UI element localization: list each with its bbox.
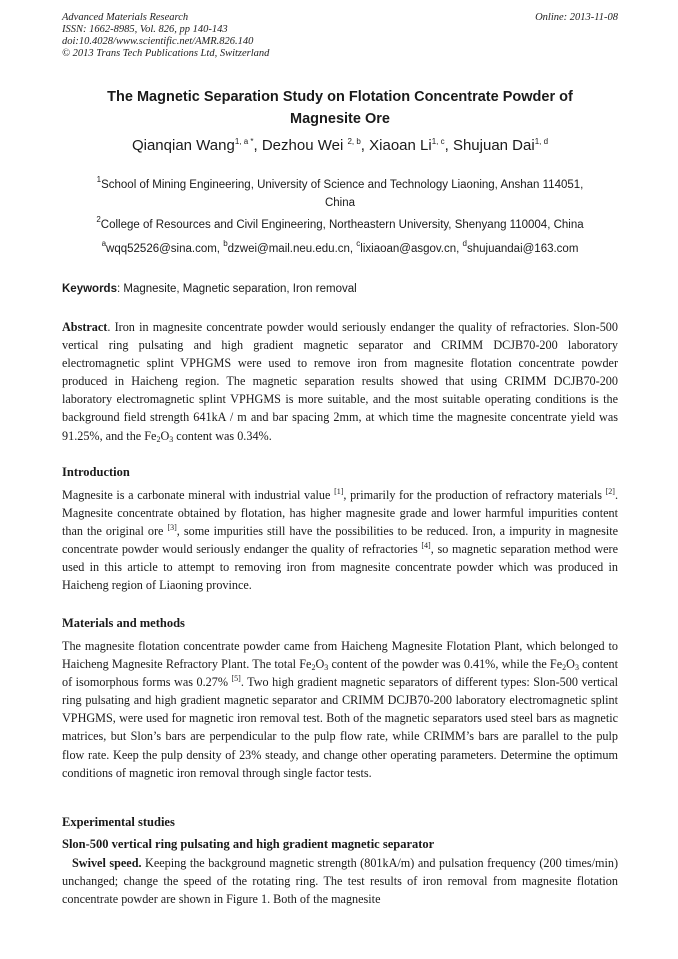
affiliation-mark: 2 — [96, 215, 101, 224]
abstract-text: O — [160, 428, 170, 443]
author-name: Xiaoan Li — [369, 137, 432, 154]
email-address[interactable]: dzwei@mail.neu.edu.cn, — [227, 243, 357, 255]
author-affil-mark: 1, a * — [234, 137, 254, 146]
journal-issn: ISSN: 1662-8985, Vol. 826, pp 140-143 — [62, 24, 228, 35]
subsection-heading-slon: Slon-500 vertical ring pulsating and high gradient magnetic separator — [62, 837, 435, 851]
body-text: content of isomorphous forms was 0.27% — [62, 657, 619, 690]
email-address[interactable]: lixiaoan@asgov.cn, — [360, 243, 463, 255]
paper-title — [62, 86, 618, 130]
subscript: 3 — [324, 663, 329, 673]
online-date: Online: 2013-11-08 — [535, 12, 618, 23]
author-separator: , — [253, 137, 262, 154]
author-name: Dezhou Wei — [261, 137, 348, 154]
email-address[interactable]: shujuandai@163.com — [467, 243, 579, 255]
affiliation-text: School of Mining Engineering, University of Science and Technology Liaoning, Anshan 114051, — [101, 179, 584, 191]
affiliation-1 — [62, 176, 618, 212]
body-text: Keeping the background magnetic strength (801kA/m) and pulsation frequency (200 times/min) unchanged; change the speed of the rotating ring. The test results of iron removal from magnesite flotation concentrate powder are shown in Figure 1. Both of the magnesite — [62, 856, 618, 907]
abstract-text: . Iron in magnesite concentrate powder would seriously endanger the quality of refractories. Slon-500 vertical ring pulsating and high gradient magnetic separator and CRIMM DCJB70-200 laboratory electromagnetic splint VPHGMS were used to remove iron from magnesite flotation concentrate powder produced in Haicheng region. The magnetic separation results showed that using CRIMM DCJB70-200 laboratory electromagnetic splint VPHGMS is more suitable, and the most suitable operating conditions is the background field strength 641kA / m and bar spacing 2mm, at which time the magnesite concentrate yield was 91.25%, and the Fe — [62, 320, 618, 443]
citation[interactable]: [2] — [605, 487, 615, 496]
journal-header — [62, 12, 618, 60]
section-heading-experimental: Experimental studies — [62, 815, 175, 829]
citation[interactable]: [1] — [334, 487, 344, 496]
affiliation-2 — [62, 216, 618, 234]
citation[interactable]: [5] — [231, 674, 241, 684]
keywords — [62, 281, 618, 297]
paper-title-line-1: The Magnetic Separation Study on Flotation Concentrate Powder of — [107, 89, 573, 105]
body-text: Magnesite is a carbonate mineral with industrial value — [62, 488, 335, 502]
body-text: . Two high gradient magnetic separators of different types: Slon-500 vertical ring pulsating and high gradient magnetic separator and CRIMM DCJB70-200 laboratory electromagnetic splint VPHGMS, were used for magnetic iron removal test. Both of the magnetic separators used steel bars as magnetic matrices, but Slon’s bars are perpendicular to the pulp flow rate, while CRIMM’s bars are parallel to the pulp flow rate. Keep the pulp density of 23% steady, and change other operating parameters. Determine the optimum conditions of magnetic iron removal through single factor tests. — [62, 675, 618, 780]
journal-copyright: © 2013 Trans Tech Publications Ltd, Switzerland — [62, 48, 270, 59]
subscript: 3 — [574, 663, 579, 673]
author-separator: , — [360, 137, 370, 154]
subscript: 2 — [562, 663, 567, 673]
section-heading-introduction: Introduction — [62, 465, 130, 479]
materials-paragraph — [62, 637, 618, 782]
author-name: Shujuan Dai — [452, 137, 535, 154]
email-mark: a — [101, 239, 107, 248]
email-address[interactable]: wqq52526@sina.com, — [106, 243, 224, 255]
paper-title-line-2: Magnesite Ore — [290, 111, 390, 127]
email-mark: c — [356, 239, 361, 248]
keywords-label: Keywords — [62, 283, 117, 295]
citation[interactable]: [4] — [421, 541, 431, 551]
author-name: Qianqian Wang — [131, 137, 235, 154]
body-text: , so magnetic separation method were used in this article to attempt to removing iron from magnesite concentrate powder which was produced in Haicheng region of Liaoning province. — [62, 542, 619, 593]
body-text: , primarily for the production of refractory materials — [343, 488, 606, 502]
body-text: . Magnesite concentrate obtained by flotation, has higher magnesite grade and lower harmful impurities content than the original ore — [62, 488, 618, 539]
subscript: 2 — [156, 434, 161, 444]
citation[interactable]: [3] — [167, 523, 177, 533]
subscript: 3 — [169, 434, 174, 444]
author-list — [62, 136, 618, 156]
body-text: The magnesite flotation concentrate powder came from Haicheng Magnesite Flotation Plant, which belonged to Haicheng Magnesite Refractory Plant. The total Fe — [62, 639, 618, 672]
affiliation-text: College of Resources and Civil Engineering, Northeastern University, Shenyang 110004, China — [100, 219, 584, 231]
body-text: O — [315, 657, 325, 672]
abstract-label: Abstract — [62, 320, 108, 334]
body-text: O — [566, 657, 575, 672]
affiliation-line — [62, 176, 618, 194]
journal-doi: doi:10.4028/www.scientific.net/AMR.826.140 — [62, 36, 254, 47]
email-list — [62, 240, 618, 258]
email-mark: d — [462, 239, 467, 248]
author-affil-mark: 1, d — [534, 137, 549, 146]
abstract-text: content was 0.34%. — [173, 428, 272, 443]
section-heading-materials: Materials and methods — [62, 616, 185, 630]
journal-name: Advanced Materials Research — [62, 12, 189, 23]
affiliation-mark: 1 — [96, 175, 102, 184]
body-text: content of the powder was 0.41%, while the Fe — [328, 657, 563, 672]
experimental-paragraph — [62, 854, 618, 908]
author-affil-mark: 1, c — [431, 137, 445, 146]
author-separator: , — [444, 137, 453, 154]
subscript: 2 — [311, 663, 316, 673]
keywords-text: : Magnesite, Magnetic separation, Iron removal — [116, 283, 357, 295]
paragraph-lead: Swivel speed. — [72, 856, 142, 870]
author-affil-mark: 2, b — [347, 137, 361, 146]
affiliation-text-cont: China — [324, 197, 356, 209]
introduction-paragraph — [62, 486, 618, 595]
body-text: , some impurities still have the possibilities to be reduced. Iron, a impurity in magnesite concentrate powder would seriously endanger the quality of refractories — [62, 524, 618, 557]
email-mark: b — [223, 239, 228, 248]
abstract — [62, 318, 618, 445]
